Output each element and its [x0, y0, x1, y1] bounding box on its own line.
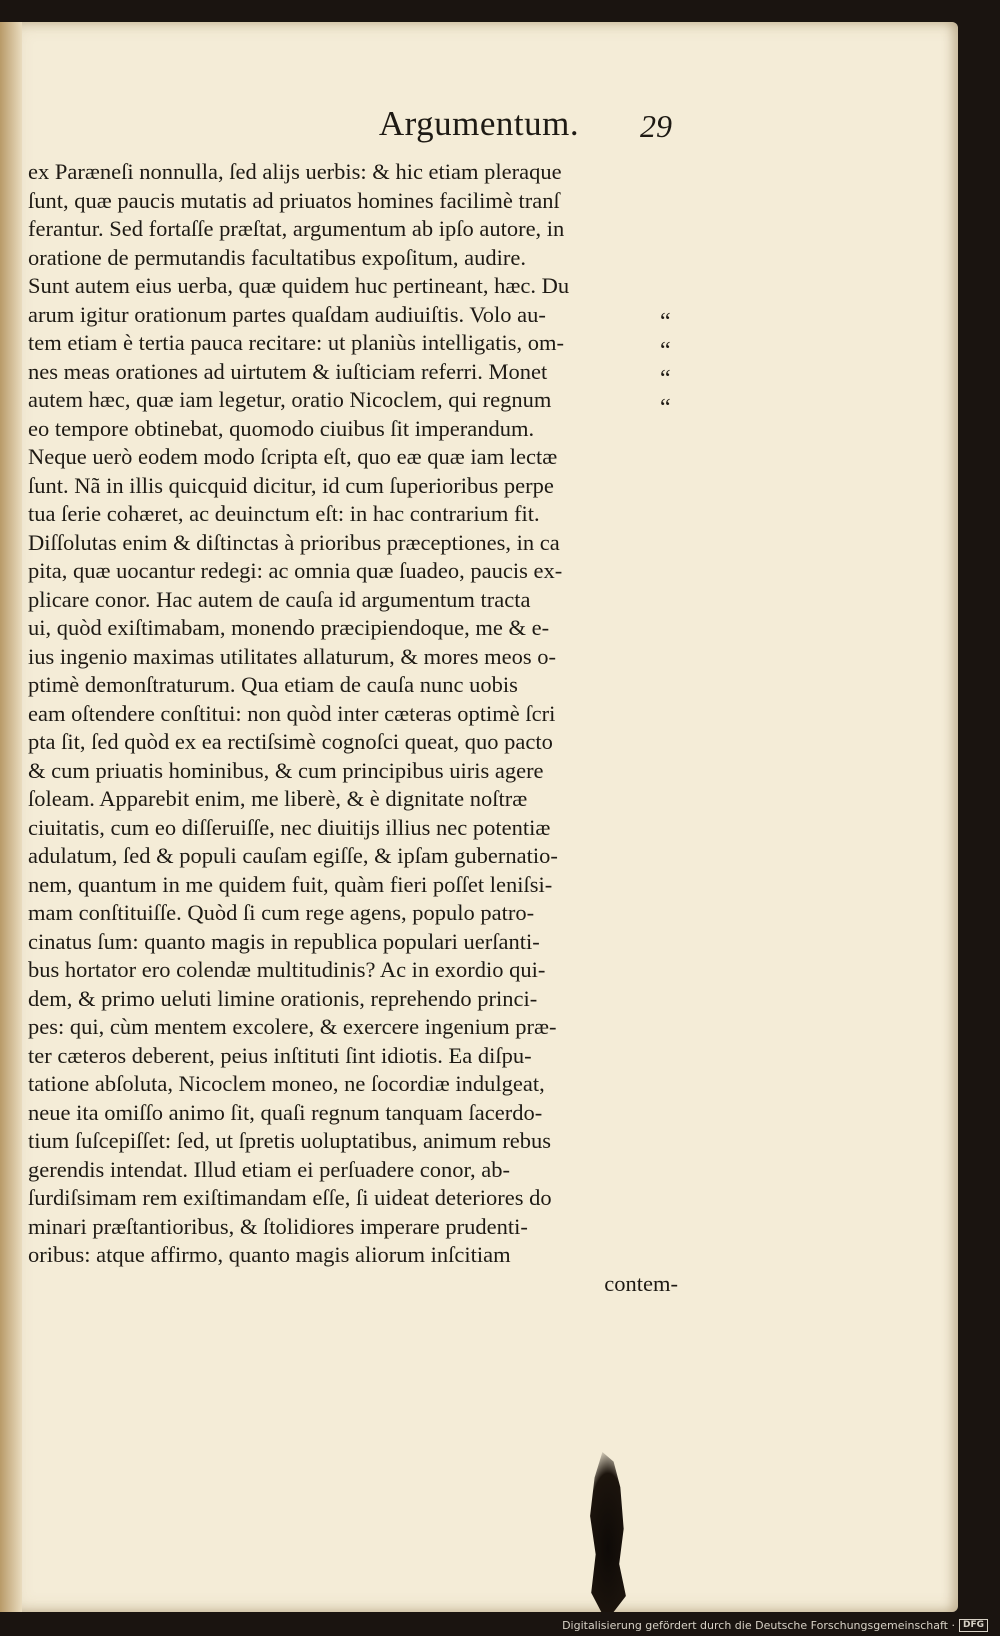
text-line: tatione abſoluta, Nicoclem moneo, ne ſocordiæ indulgeat, [28, 1071, 545, 1096]
text-line: gerendis intendat. Illud etiam ei perſuadere conor, ab- [28, 1156, 511, 1182]
text-line: Sunt autem eius uerba, quæ quidem huc pertineant, hæc. Du [28, 273, 570, 298]
text-line: mam conſtituiſſe. Quòd ſi cum rege agens, populo patro- [28, 900, 535, 925]
text-line: bus hortator ero colendæ multitudinis? Ac in exordio qui- [28, 957, 546, 982]
text-line: ſurdiſsimam rem exiſtimandam eſſe, ſi uideat deteriores do [28, 1185, 552, 1210]
text-line: tua ſerie cohæret, ac deuinctum eſt: in hac contrarium fit. [28, 501, 540, 526]
text-line: autem hæc, quæ iam legetur, oratio Nicoclem, qui regnum [28, 387, 552, 412]
ink-stain [580, 1452, 636, 1612]
text-line: plicare conor. Hac autem de cauſa id argumentum tracta [28, 586, 531, 612]
text-line: ptimè demonſtraturum. Qua etiam de cauſa nunc uobis [28, 672, 518, 697]
margin-quote-mark: “ [660, 394, 671, 421]
book-page [0, 22, 958, 1612]
text-line: arum igitur orationum partes quaſdam audiuiſtis. Volo au- [28, 301, 546, 327]
running-head: Argumentum. [378, 104, 580, 143]
text-line: Neque uerò eodem modo ſcripta eſt, quo eæ quæ iam lectæ [28, 444, 558, 469]
text-line: & cum priuatis hominibus, & cum principibus uiris agere [28, 757, 544, 783]
text-line: ferantur. Sed fortaſſe præſtat, argumentum ab ipſo autore, in [28, 216, 565, 241]
margin-quote-mark: “ [660, 366, 671, 392]
text-line: ter cæteros deberent, peius inſtituti ſint idiotis. Ea diſpu- [28, 1042, 532, 1068]
text-line: nes meas orationes ad uirtutem & iuſticiam referri. Monet [28, 358, 548, 384]
text-line: pes: qui, cùm mentem excolere, & exercere ingenium præ- [28, 1014, 557, 1039]
text-line: ciuitatis, cum eo diſſeruiſſe, nec diuitijs illius nec potentiæ [28, 814, 551, 840]
text-line: pta ſit, ſed quòd ex ea rectiſsimè cognoſci queat, quo pacto [28, 729, 553, 754]
funding-credit: Digitalisierung gefördert durch die Deutsche Forschungsgemeinschaft · [562, 1619, 955, 1632]
text-line: cinatus ſum: quanto magis in republica populari uerſanti- [28, 928, 540, 954]
text-line: ex Paræneſi nonnulla, ſed alijs uerbis: & hic etiam pleraque [28, 159, 562, 184]
text-line: ſunt. Nã in illis quicquid dicitur, id cum ſuperioribus perpe [28, 472, 554, 498]
text-line: eo tempore obtinebat, quomodo ciuibus ſit imperandum. [28, 415, 535, 441]
text-line: tem etiam è tertia pauca recitare: ut planiùs intelligatis, om- [28, 330, 565, 355]
dfg-logo: DFG [959, 1619, 988, 1632]
text-line: Diſſolutas enim & diſtinctas à prioribus præceptiones, in ca [28, 529, 560, 555]
text-line: ſunt, quæ paucis mutatis ad priuatos homines facilimè tranſ [28, 187, 560, 213]
text-line: pita, quæ uocantur redegi: ac omnia quæ ſuadeo, paucis ex- [28, 558, 563, 583]
catchword: contem- [604, 1270, 678, 1296]
margin-quote-marks [660, 308, 690, 422]
text-line: ui, quòd exiſtimabam, monendo præcipiendoque, me & e- [28, 615, 550, 640]
text-line: ſoleam. Apparebit enim, me liberè, & è dignitate noſtræ [28, 786, 528, 811]
body-text [28, 158, 678, 1298]
page-spine-shadow [0, 22, 22, 1612]
text-line: oribus: atque affirmo, quanto magis aliorum inſcitiam [28, 1242, 511, 1267]
margin-quote-mark: “ [660, 337, 671, 364]
text-line: minari præſtantioribus, & ſtolidiores imperare prudenti- [28, 1213, 528, 1239]
digitization-footer [562, 1619, 988, 1632]
text-line: eam oſtendere conſtitui: non quòd inter cæteras optimè ſcri [28, 700, 556, 726]
page-number: 29 [640, 108, 672, 144]
text-line: nem, quantum in me quidem fuit, quàm fieri poſſet leniſsi- [28, 871, 553, 897]
text-line: dem, & primo ueluti limine orationis, reprehendo princi- [28, 985, 538, 1011]
text-line: oratione de permutandis facultatibus expoſitum, audire. [28, 244, 526, 270]
text-line: neue ita omiſſo animo ſit, quaſi regnum tanquam ſacerdo- [28, 1099, 543, 1125]
text-line: ius ingenio maximas utilitates allaturum, & mores meos o- [28, 643, 557, 669]
margin-quote-mark: “ [660, 309, 671, 335]
text-line: adulatum, ſed & populi cauſam egiſſe, & ipſam gubernatio- [28, 843, 558, 868]
text-line: tium ſuſcepiſſet: ſed, ut ſpretis uoluptatibus, animum rebus [28, 1128, 552, 1153]
